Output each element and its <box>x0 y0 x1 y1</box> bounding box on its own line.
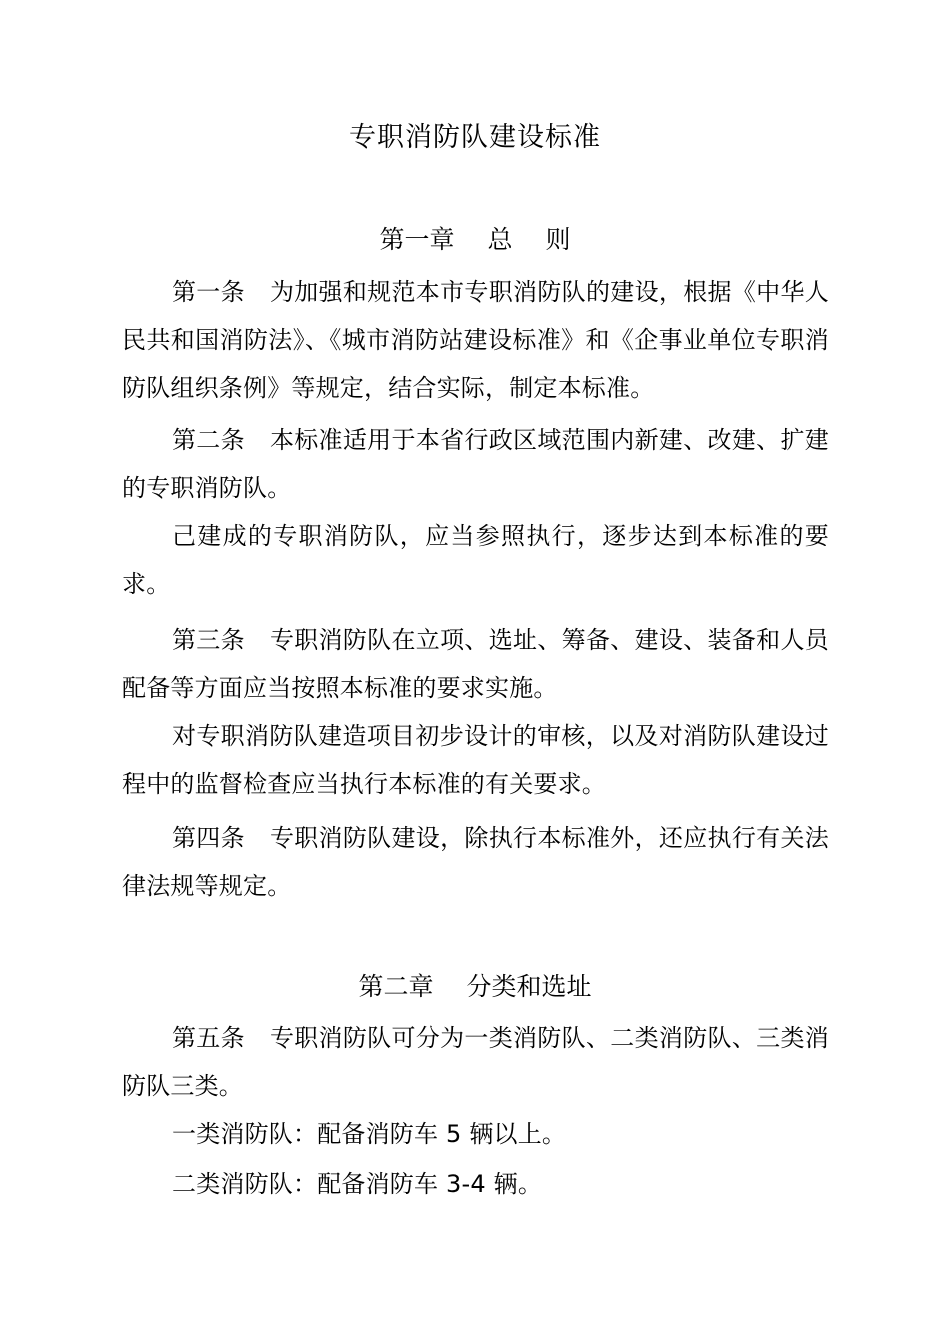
article-number: 第二条 <box>172 426 245 454</box>
article-number: 第五条 <box>172 1024 245 1052</box>
article-text: 专职消防队在立项、选址、筹备、建设、装备和人员配备等方面应当按照本标准的要求实施。 <box>122 626 829 702</box>
article-2-paragraph-2: 己建成的专职消防队，应当参照执行，逐步达到本标准的要求。 <box>122 522 829 598</box>
article-text: 专职消防队可分为一类消防队、二类消防队、三类消防队三类。 <box>122 1024 829 1100</box>
article-text: 本标准适用于本省行政区域范围内新建、改建、扩建的专职消防队。 <box>122 426 829 502</box>
article-2 <box>122 416 829 512</box>
document-title: 专职消防队建设标准 <box>349 122 601 153</box>
article-4 <box>122 814 829 910</box>
article-number: 第三条 <box>172 626 245 654</box>
article-text: 为加强和规范本市专职消防队的建设，根据《中华人民共和国消防法》、《城市消防站建设标准》和《企事业单位专职消防队组织条例》等规定，结合实际，制定本标准。 <box>122 278 829 402</box>
article-text: 专职消防队建设，除执行本标准外，还应执行有关法律法规等规定。 <box>122 824 829 900</box>
chapter-2-heading: 第二章 分类和选址 <box>358 972 592 1001</box>
article-5-paragraph-3: 二类消防队：配备消防车 3-4 辆。 <box>172 1170 543 1198</box>
article-3 <box>122 616 829 712</box>
article-5-paragraph-2: 一类消防队：配备消防车 5 辆以上。 <box>172 1120 567 1148</box>
article-3-paragraph-2: 对专职消防队建造项目初步设计的审核，以及对消防队建设过程中的监督检查应当执行本标准的有关要求。 <box>122 722 829 798</box>
chapter-1-heading: 第一章 总 则 <box>379 225 571 254</box>
article-number: 第一条 <box>172 278 245 306</box>
article-number: 第四条 <box>172 824 245 852</box>
article-5 <box>122 1014 829 1110</box>
article-1 <box>122 268 829 412</box>
